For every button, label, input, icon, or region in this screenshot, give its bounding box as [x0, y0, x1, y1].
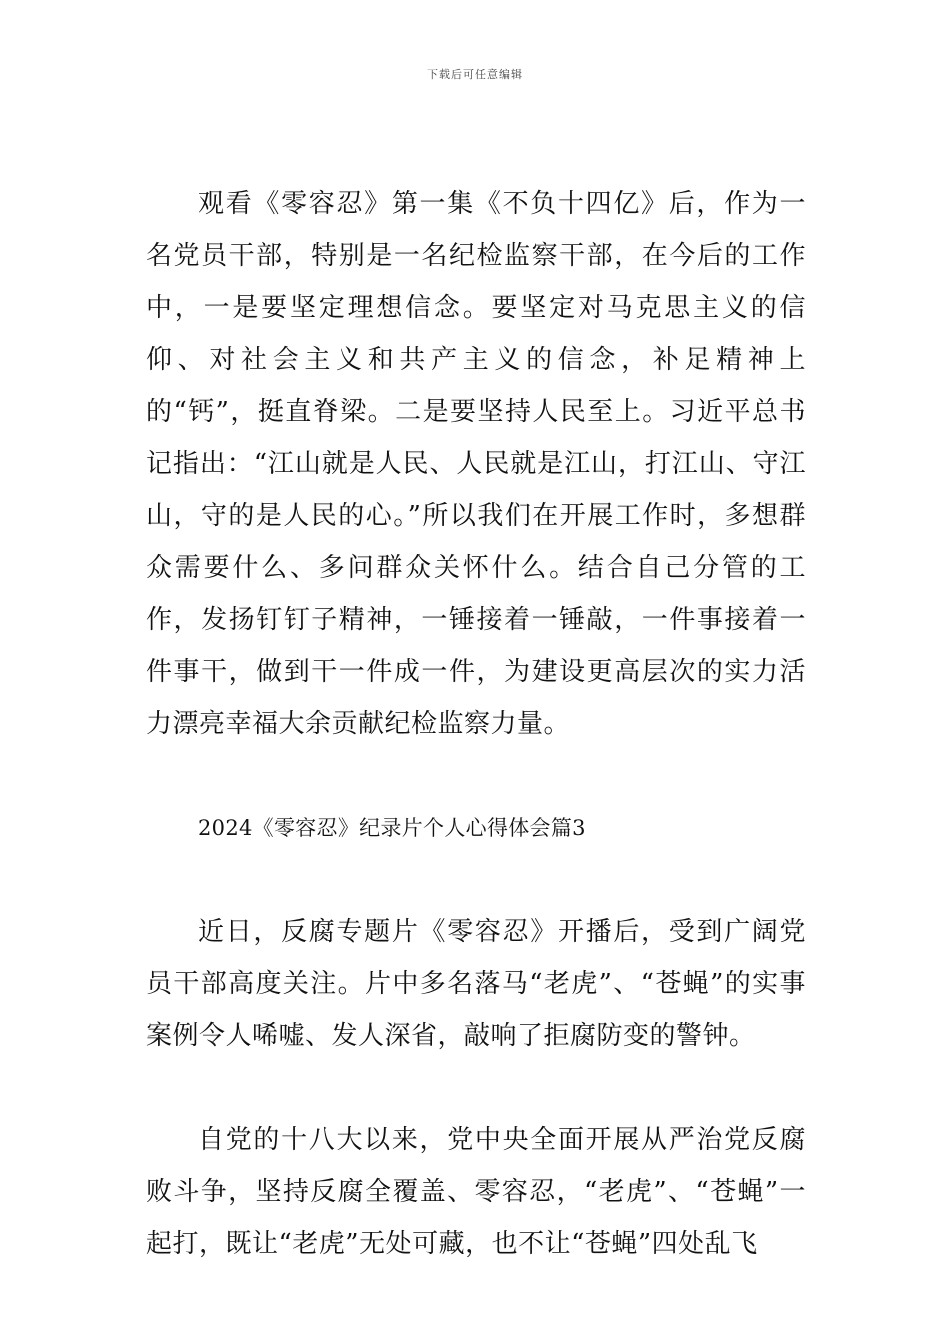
document-body [146, 178, 806, 1270]
section-heading: 2024《零容忍》纪录片个人心得体会篇3 [198, 816, 586, 840]
paragraph-3: 自党的十八大以来，党中央全面开展从严治党反腐败斗争，坚持反腐全覆盖、零容忍，“老虎”、“苍蝇”一起打，既让“老虎”无处可藏，也不让“苍蝇”四处乱飞 [146, 1125, 806, 1259]
paragraph-1: 观看《零容忍》第一集《不负十四亿》后，作为一名党员干部，特别是一名纪检监察干部，在今后的工作中，一是要坚定理想信念。要坚定对马克思主义的信仰、对社会主义和共产主义的信念，补足精神上的“钙”，挺直脊梁。二是要坚持人民至上。习近平总书记指出：“江山就是人民、人民就是江山，打江山、守江山，守的是人民的心。”所以我们在开展工作时，多想群众需要什么、多问群众关怀什么。结合自己分管的工作，发扬钉钉子精神，一锤接着一锤敲，一件事接着一件事干，做到干一件成一件，为建设更高层次的实力活力漂亮幸福大余贡献纪检监察力量。 [146, 189, 806, 739]
paragraph-2: 近日，反腐专题片《零容忍》开播后，受到广阔党员干部高度关注。片中多名落马“老虎”、“苍蝇”的实事案例令人唏嘘、发人深省，敲响了拒腐防变的警钟。 [146, 917, 806, 1051]
header-note: 下载后可任意编辑 [427, 68, 523, 81]
